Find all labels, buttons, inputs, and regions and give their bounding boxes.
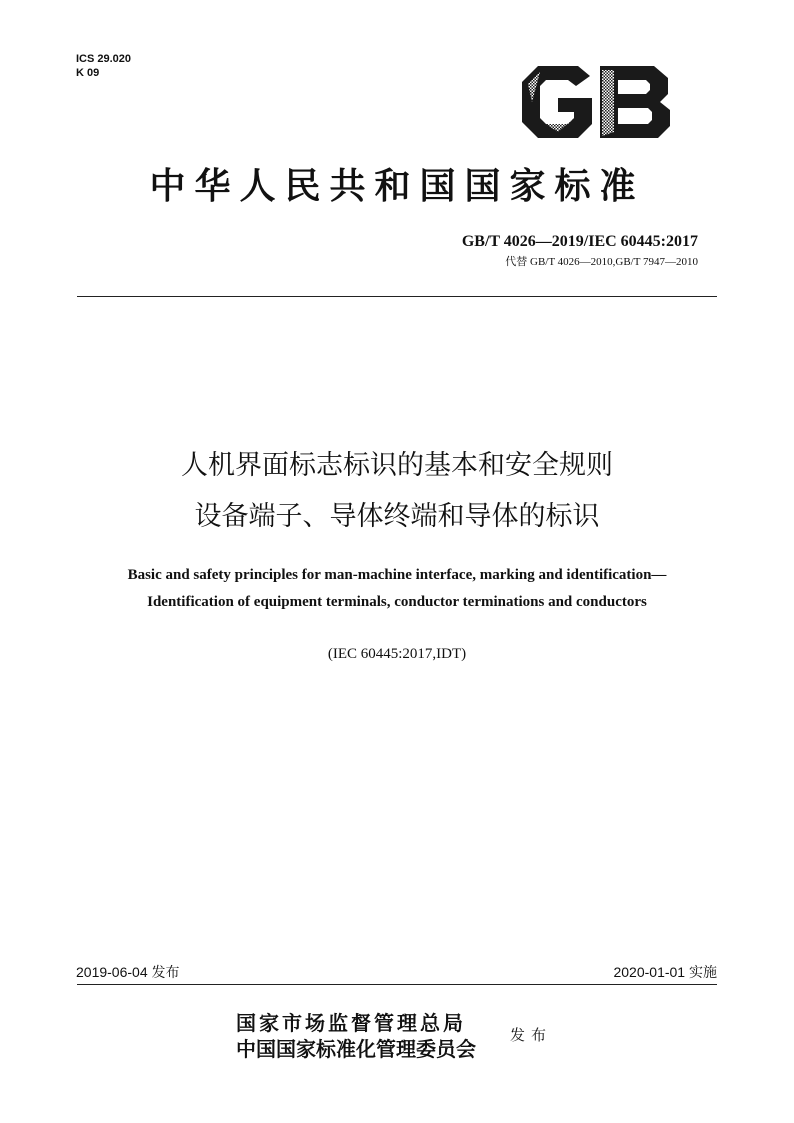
header-divider	[77, 296, 717, 297]
ics-code: ICS 29.020	[76, 53, 132, 65]
gb-logo	[518, 62, 674, 142]
title-english-line1: Basic and safety principles for man-machine interface, marking and identification—	[127, 567, 667, 583]
publish-action: 发布	[510, 1026, 553, 1044]
issuer-sac: 中国国家标准化管理委员会	[236, 1037, 476, 1061]
country-standard-title: 中华人民共和国国家标准	[149, 165, 645, 207]
adoption-note: (IEC 60445:2017,IDT)	[327, 646, 467, 662]
publish-date: 2019-06-04 发布	[76, 964, 180, 980]
issuer-samr: 国家市场监督管理总局	[236, 1011, 466, 1035]
title-english-line2: Identification of equipment terminals, conductor terminations and conductors	[147, 594, 647, 610]
footer-divider	[77, 984, 717, 985]
implementation-date: 2020-01-01 实施	[613, 964, 717, 980]
title-chinese-line2: 设备端子、导体终端和导体的标识	[194, 501, 600, 532]
gb-logo-graphic	[518, 62, 674, 142]
ccs-code: K 09	[76, 67, 100, 79]
standard-number: GB/T 4026—2019/IEC 60445:2017	[461, 233, 698, 250]
classification-codes	[76, 52, 131, 80]
title-chinese-line1: 人机界面标志标识的基本和安全规则	[181, 450, 613, 481]
replaces-note: 代替 GB/T 4026—2010,GB/T 7947—2010	[505, 256, 698, 268]
